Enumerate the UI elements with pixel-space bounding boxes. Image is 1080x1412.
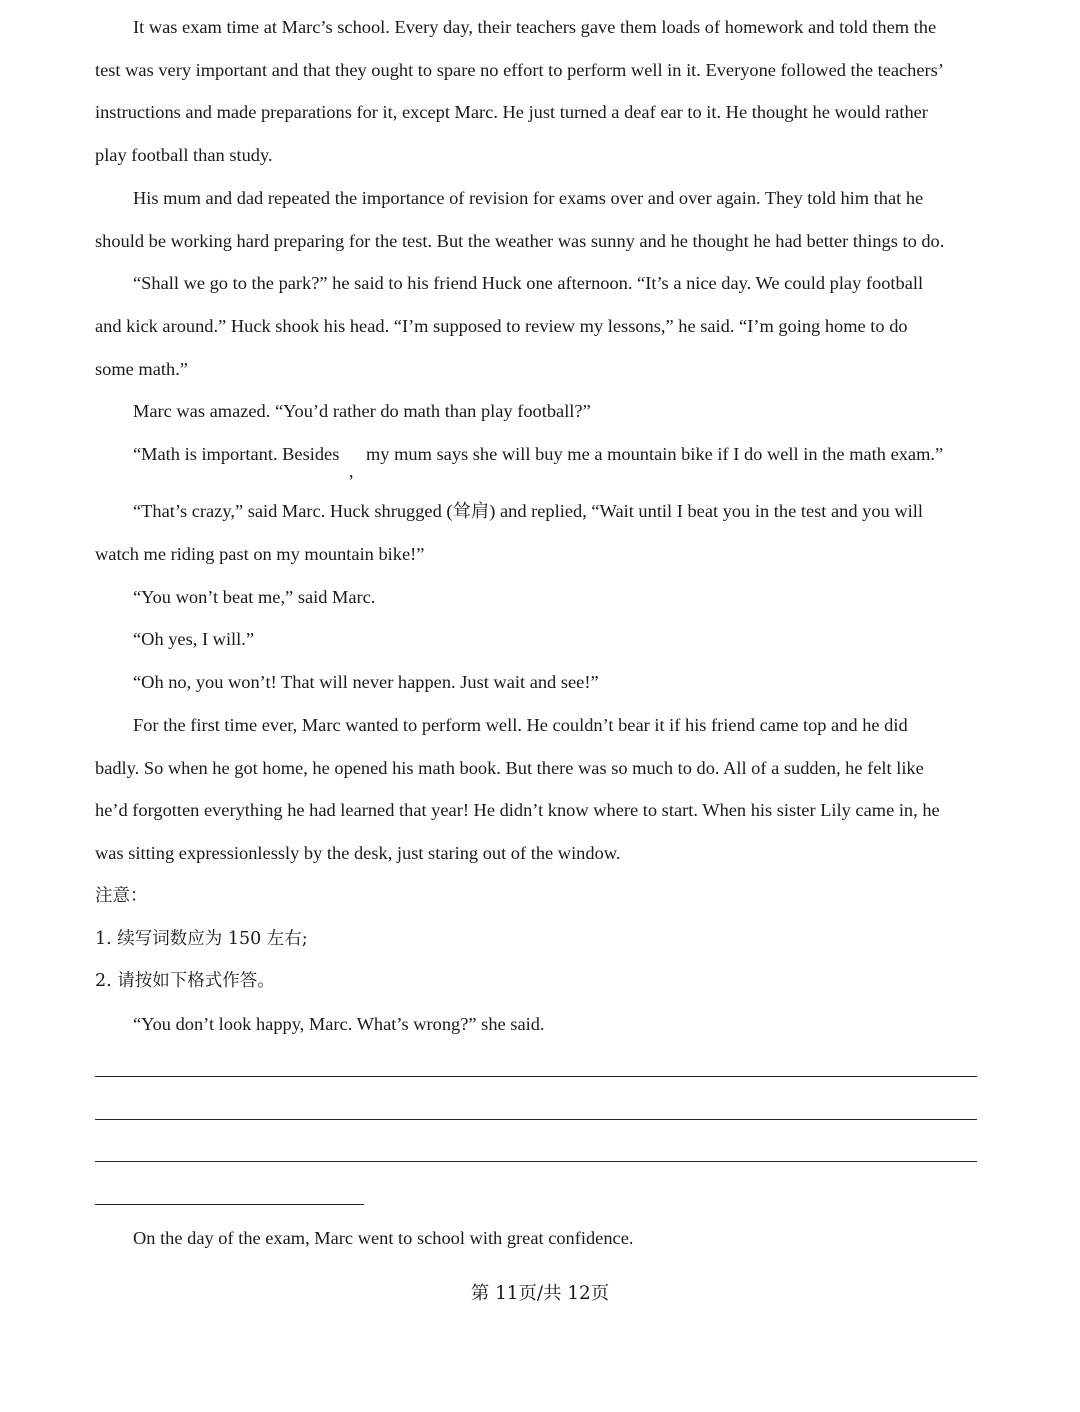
answer-line[interactable] — [95, 1076, 977, 1077]
notes-heading: 注意： — [95, 886, 148, 906]
story-line: “Shall we go to the park?” he said to his friend Huck one afternoon. “It’s a nice day. We could play football — [133, 273, 924, 293]
story-line: “Oh yes, I will.” — [133, 629, 255, 649]
answer-line[interactable] — [95, 1204, 364, 1205]
story-line: he’d forgotten everything he had learned that year! He didn’t know where to start. When his sister Lily came in, he — [95, 800, 940, 820]
story-line: It was exam time at Marc’s school. Every day, their teachers gave them loads of homework and told them the — [133, 17, 937, 37]
story-line: should be working hard preparing for the test. But the weather was sunny and he thought he had better things to do. — [95, 231, 945, 251]
story-line: watch me riding past on my mountain bike!” — [95, 544, 425, 564]
story-line: was sitting expressionlessly by the desk, just staring out of the window. — [95, 843, 621, 863]
answer-line[interactable] — [95, 1161, 977, 1162]
story-line: instructions and made preparations for it, except Marc. He just turned a deaf ear to it. He thought he would rather — [95, 102, 928, 122]
story-line: play football than study. — [95, 145, 273, 165]
story-line: “You won’t beat me,” said Marc. — [133, 587, 376, 607]
story-line: some math.” — [95, 359, 188, 379]
story-line: my mum says she will buy me a mountain bike if I do well in the math exam.” — [366, 444, 944, 464]
note-item: 1. 续写词数应为 150 左右; — [95, 929, 308, 949]
story-line: His mum and dad repeated the importance of revision for exams over and over again. They told him that he — [133, 188, 924, 208]
story-line: For the first time ever, Marc wanted to perform well. He couldn’t bear it if his friend came top and he did — [133, 715, 908, 735]
story-line: badly. So when he got home, he opened his math book. But there was so much to do. All of a sudden, he felt like — [95, 758, 924, 778]
story-line: and kick around.” Huck shook his head. “I’m supposed to review my lessons,” he said. “I’m going home to do — [95, 316, 908, 336]
answer-line[interactable] — [95, 1119, 977, 1120]
story-line: “That’s crazy,” said Marc. Huck shrugged (耸肩) and replied, “Wait until I beat you in the test and you will — [133, 501, 923, 521]
continuation-prompt: “You don’t look happy, Marc. What’s wrong?” she said. — [133, 1014, 545, 1034]
story-segment: “Math is important. Besides — [133, 444, 340, 464]
story-line: Marc was amazed. “You’d rather do math than play football?” — [133, 401, 591, 421]
continuation-prompt: On the day of the exam, Marc went to school with great confidence. — [133, 1228, 634, 1248]
stray-comma: , — [349, 461, 354, 481]
page-number: 第 11页/共 12页 — [470, 1283, 610, 1304]
story-line — [133, 440, 339, 468]
note-item: 2. 请按如下格式作答。 — [95, 971, 275, 991]
story-line: “Oh no, you won’t! That will never happen. Just wait and see!” — [133, 672, 599, 692]
story-line: test was very important and that they ought to spare no effort to perform well in it. Everyone followed the teachers’ — [95, 60, 944, 80]
